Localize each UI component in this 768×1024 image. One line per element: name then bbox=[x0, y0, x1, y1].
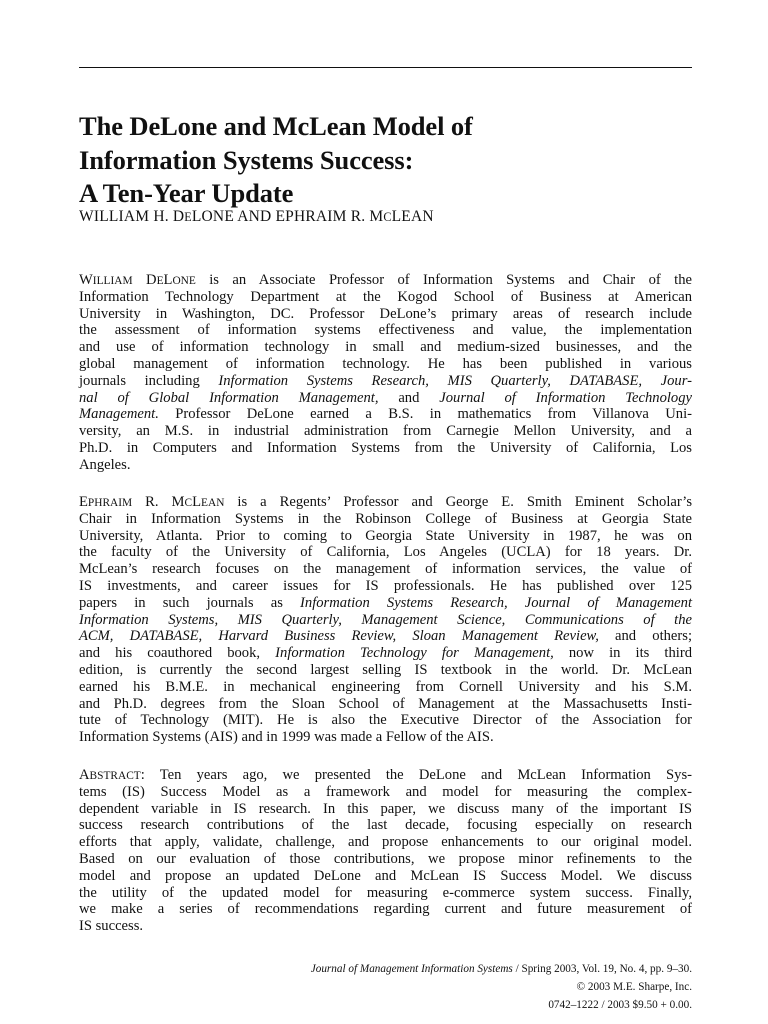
bio-mclean-line-5: McLean’s research focuses on the management of information services, the value of bbox=[79, 561, 692, 578]
bio-delone-line-9-text: Professor DeLone earned a B.S. in mathematics from Villanova Uni- bbox=[158, 406, 692, 423]
bio-delone-line-12: Angeles. bbox=[79, 456, 131, 473]
author-2-small: C bbox=[383, 210, 392, 224]
bio-mclean-journals-1: Information Systems Research, Journal of Management bbox=[300, 594, 692, 611]
footer-journal-name: Journal of Management Information Systems bbox=[310, 963, 513, 975]
abstract-line-4: success research contributions of the last decade, focusing especially on research bbox=[79, 817, 692, 834]
footer-copyright: © 2003 M.E. Sharpe, Inc. bbox=[576, 981, 692, 993]
bio-mclean-journals-3: ACM, DATABASE, Harvard Business Review, Sloan Management Review, bbox=[79, 628, 599, 645]
bio-delone-line-4: the assessment of information systems effectiveness and value, the implementation bbox=[79, 322, 692, 339]
bio-mclean-line-7 bbox=[79, 595, 692, 612]
footer-issn: 0742–1222 / 2003 $9.50 + 0.00. bbox=[548, 999, 692, 1011]
name-sc-illiam: ILLIAM bbox=[92, 275, 133, 287]
title-line-2: Information Systems Success: bbox=[79, 144, 414, 175]
abstract-line-8: the utility of the updated model for measuring e-commerce system success. Finally, bbox=[79, 884, 692, 901]
abstract-line-3: dependent variable in IS research. In this paper, we discuss many of the important IS bbox=[79, 800, 692, 817]
bio-delone-line-11: Ph.D. in Computers and Information Systems from the University of California, Los bbox=[79, 439, 692, 456]
name-sc-e: E bbox=[156, 275, 164, 287]
bio-mclean-line-13: and Ph.D. degrees from the Sloan School of Management at the Massachusetts Insti- bbox=[79, 695, 692, 712]
abstract-line-5: efforts that apply, validate, challenge, and propose enhancements to our original model. bbox=[79, 834, 692, 851]
bio-mclean-line-10 bbox=[79, 645, 692, 662]
bio-mclean-line-8 bbox=[79, 612, 692, 629]
bio-delone-line-1 bbox=[79, 272, 692, 289]
bio-delone-line-9 bbox=[79, 406, 692, 423]
abstract-line-7: model and propose an updated DeLone and McLean IS Success Model. We discuss bbox=[79, 867, 692, 884]
footer-journal-line bbox=[311, 960, 692, 978]
bio-mclean-line-10-rest: now in its third bbox=[553, 645, 692, 662]
bio-delone-line-7 bbox=[79, 373, 692, 390]
bio-mclean-line-3: University, Atlanta. Prior to coming to Georgia State University in 1987, he was on bbox=[79, 527, 692, 544]
bio-delone-line-7-text: journals including bbox=[79, 372, 219, 389]
bio-mclean-line-14: tute of Technology (MIT). He is also the Executive Director of the Association for bbox=[79, 712, 692, 729]
bio-delone-line-10: versity, an M.S. in industrial administration from Carnegie Mellon University, and a bbox=[79, 423, 692, 440]
name-sc-phraim: PHRAIM bbox=[87, 497, 133, 509]
name-cap-l2: L bbox=[192, 494, 202, 510]
bio-mclean-line-1 bbox=[79, 494, 692, 511]
name-sc-one: ONE bbox=[172, 275, 196, 287]
name-cap-l: L bbox=[163, 272, 173, 288]
bio-mclean-line-12: earned his B.M.E. in mechanical engineering from Cornell University and his S.M. bbox=[79, 678, 692, 695]
bio-delone-line-2: Information Technology Department at the Kogod School of Business at American bbox=[79, 288, 692, 305]
bio-delone-journal-itm-2: Management. bbox=[79, 406, 159, 423]
bio-mclean-line-6: IS investments, and career issues for IS professionals. He has published over 125 bbox=[79, 577, 692, 594]
author-line bbox=[79, 207, 434, 227]
name-cap-w: W bbox=[79, 272, 93, 288]
bio-delone bbox=[79, 272, 692, 474]
abstract-line-2: tems (IS) Success Model as a framework and model for measuring the complex- bbox=[79, 783, 692, 800]
name-sc-c: C bbox=[184, 497, 193, 509]
bio-mclean-line-9 bbox=[79, 628, 692, 645]
bio-delone-journal-gim: nal of Global Information Management, bbox=[79, 389, 379, 406]
bio-delone-line-1-text: is an Associate Professor of Information Systems and Chair of the bbox=[195, 272, 692, 288]
bio-mclean-line-2: Chair in Information Systems in the Robinson College of Business at Georgia State bbox=[79, 510, 692, 527]
bio-mclean-line-9-text: and others; bbox=[598, 628, 692, 645]
bio-mclean-book-title: Information Technology for Management, bbox=[275, 645, 554, 662]
bio-mclean-line-7-text: papers in such journals as bbox=[79, 594, 301, 611]
title-line-1: The DeLone and McLean Model of bbox=[79, 111, 473, 141]
abstract-line-1 bbox=[79, 767, 692, 784]
abstract bbox=[79, 767, 692, 935]
citation-footer bbox=[311, 960, 692, 1014]
top-rule bbox=[79, 67, 692, 68]
bio-delone-line-5: and use of information technology in small and medium-sized businesses, and the bbox=[79, 339, 692, 356]
abstract-line-1-text: Ten years ago, we presented the DeLone and McLean Information Sys- bbox=[144, 767, 692, 783]
bio-mclean-line-10-text: and his coauthored book, bbox=[79, 645, 276, 662]
abstract-line-9: we make a series of recommendations regarding current and future measurement of bbox=[79, 901, 692, 918]
bio-mclean-line-1-text: is a Regents’ Professor and George E. Smith Eminent Scholar’s bbox=[224, 494, 693, 510]
abstract-label-colon: : bbox=[140, 767, 145, 783]
name-cap-d: D bbox=[132, 272, 157, 288]
abstract-label-sc: BSTRACT bbox=[89, 770, 141, 782]
name-sc-ean: EAN bbox=[201, 497, 225, 509]
abstract-label-cap: A bbox=[79, 767, 90, 783]
bio-delone-line-6: global management of information technology. He has been published in various bbox=[79, 355, 692, 372]
title-line-3: A Ten-Year Update bbox=[79, 178, 294, 208]
bio-delone-journal-itm: Journal of Information Technology bbox=[439, 389, 693, 406]
author-2-rest: LEAN bbox=[391, 208, 434, 225]
footer-volume-info: / Spring 2003, Vol. 19, No. 4, pp. 9–30. bbox=[512, 963, 692, 975]
author-1-small: E bbox=[184, 210, 192, 224]
abstract-line-6: Based on our evaluation of those contributions, we propose minor refinements to the bbox=[79, 850, 692, 867]
bio-delone-and: and bbox=[378, 389, 440, 406]
bio-mclean-line-15: Information Systems (AIS) and in 1999 was made a Fellow of the AIS. bbox=[79, 729, 494, 746]
name-cap-rm: R. M bbox=[132, 494, 185, 510]
bio-mclean-line-4: the faculty of the University of California, Los Angeles (UCLA) for 18 years. Dr. bbox=[79, 544, 692, 561]
bio-mclean bbox=[79, 494, 692, 746]
paper-title bbox=[79, 110, 699, 211]
bio-delone-journals-italic: Information Systems Research, MIS Quarterly, DATABASE, Jour- bbox=[218, 372, 692, 389]
abstract-line-10: IS success. bbox=[79, 918, 144, 935]
bio-delone-line-8 bbox=[79, 390, 692, 407]
name-cap-e: E bbox=[79, 494, 88, 510]
bio-mclean-journals-2: Information Systems, MIS Quarterly, Management Science, Communications of the bbox=[79, 611, 692, 628]
author-1-rest: LONE AND EPHRAIM R. M bbox=[191, 208, 384, 225]
bio-delone-line-3: University in Washington, DC. Professor DeLone’s primary areas of research include bbox=[79, 305, 692, 322]
author-1-first: WILLIAM H. D bbox=[79, 208, 185, 225]
bio-mclean-line-11: edition, is currently the second largest selling IS textbook in the world. Dr. McLean bbox=[79, 661, 692, 678]
